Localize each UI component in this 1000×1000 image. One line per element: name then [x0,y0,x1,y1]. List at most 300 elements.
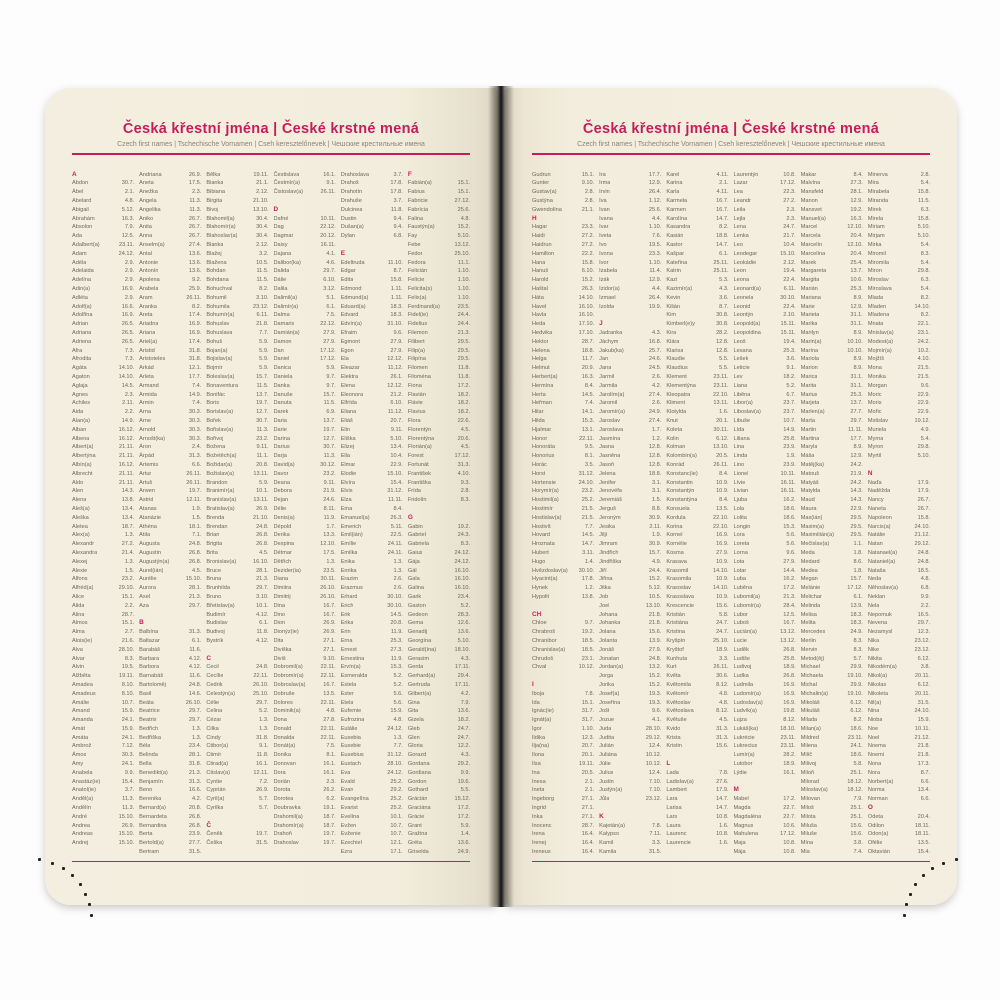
first-name: Mahulena [733,831,759,838]
first-name: Drahoslav [273,840,299,847]
name-entry [72,311,134,320]
first-name: Lola [733,505,745,512]
name-day-date: 23.11. [119,242,135,249]
first-name: Aleš(a) [72,505,90,512]
first-name: Brendan [206,523,228,530]
first-name: Medea [800,567,818,574]
first-name: Livian [733,488,749,495]
name-entry [868,593,930,602]
name-entry [274,716,336,725]
name-entry [599,742,661,751]
name-day-date: 18.7. [121,523,135,530]
name-entry [868,329,930,338]
first-name: Matylda [800,488,821,495]
name-entry [408,443,470,452]
name-entry [408,839,470,848]
name-entry [274,804,336,813]
first-name: Leontýn [733,312,754,319]
name-entry [734,259,796,268]
name-entry [532,470,594,479]
first-name: Naneta [867,505,886,512]
name-day-date: 31.12. [387,752,403,759]
first-name: Mirjam [867,233,885,240]
name-entry [274,373,336,382]
name-day-date: 5.4. [920,242,930,249]
name-entry [139,320,201,329]
name-entry [139,452,201,461]
first-name: Egmont [340,338,360,345]
name-day-date: 1.8. [853,567,863,574]
first-name: Květomila [666,681,691,688]
name-entry [868,179,930,188]
first-name: Jasněna [599,453,621,460]
name-day-date: 13.12. [780,637,796,644]
name-day-date: 2.6. [652,400,662,407]
name-day-date: 2.8. [584,189,595,196]
first-name: Glen [407,734,420,741]
first-name: Jan [599,356,609,363]
name-entry [532,760,594,769]
name-day-date: 13.8. [581,593,595,600]
name-entry [532,716,594,725]
name-entry [666,347,728,356]
first-name: Amálie [72,699,90,706]
name-entry [801,329,863,338]
name-day-date: 12.7. [256,409,269,416]
first-name: Laura [666,822,681,829]
name-entry [868,558,930,567]
name-day-date: 18.7. [323,822,336,829]
name-day-date: 14.5. [581,532,595,539]
name-entry [72,294,134,303]
name-entry [801,681,863,690]
name-entry [532,707,594,716]
name-day-date: 11.8. [458,374,470,381]
name-day-date: 5.4. [920,180,930,187]
first-name: Danka [273,382,290,389]
first-name: Anděl(a) [72,796,94,803]
name-entry [341,311,403,320]
name-entry [734,285,796,294]
name-day-date: 25.8. [783,655,796,662]
name-entry [734,496,796,505]
name-day-date: 25.1. [850,813,863,820]
first-name: Drahuše [340,198,362,205]
name-entry [72,699,134,708]
first-name: Naďa [867,479,882,486]
name-entry [599,443,661,452]
name-entry [341,786,403,795]
first-name: Liběna [733,391,751,398]
first-name: Jaroslava [599,426,624,433]
name-day-date: 25.3. [783,347,796,354]
first-name: Brunhilda [206,585,230,592]
letter-header: L [666,760,671,768]
name-entry [868,549,930,558]
name-entry [599,188,661,197]
name-entry [206,276,268,285]
first-name: Cindy [206,734,221,741]
name-day-date: 25.10. [712,637,729,644]
first-name: Háta [532,294,544,301]
name-day-date: 31.5. [648,849,662,856]
name-entry [868,795,930,804]
first-name: Naděžda [867,488,891,495]
first-name: Graciána [407,805,431,812]
name-day-date: 3.5. [584,461,595,468]
first-name: Dalida [273,268,290,275]
name-entry [666,505,728,514]
name-day-date: 11.3. [122,796,135,803]
first-name: Horác [532,461,547,468]
first-name: Hilda [532,418,545,424]
first-name: Jimram [599,541,618,548]
first-name: Larisa [666,805,682,812]
first-name: Bertold(a) [139,840,164,847]
name-entry [734,813,796,822]
name-entry [341,285,403,294]
name-entry [274,355,336,364]
name-entry [868,285,930,294]
first-name: Ignát(a) [532,717,552,724]
name-day-date: 17.10. [578,330,595,337]
name-day-date: 4.12. [188,664,202,671]
name-day-date: 24.8. [256,664,269,671]
first-name: Lionel [733,470,749,477]
name-entry [72,822,134,831]
name-entry [599,391,661,400]
name-day-date: 9.6. [786,549,796,556]
page-right [505,88,957,905]
first-name: Nepomuk [867,611,892,618]
first-name: Júlie [599,761,611,768]
name-entry [206,382,268,391]
name-entry [72,435,134,444]
name-entry [274,435,336,444]
first-name: Miron [867,268,882,275]
name-entry [734,347,796,356]
name-entry [274,558,336,567]
name-day-date: 31.12. [578,470,595,477]
first-name: Myrna [867,435,884,442]
name-day-date: 24.4. [457,312,470,319]
name-entry [139,707,201,716]
name-day-date: 2.2. [920,602,930,609]
name-entry [868,716,930,725]
stitch-dot [922,874,925,877]
name-entry [72,443,134,452]
name-day-date: 10.1. [256,602,269,609]
name-day-date: 8.9. [853,294,863,301]
name-day-date: 1.6. [719,822,729,829]
name-entry [206,549,268,558]
name-entry [801,628,863,637]
name-entry [274,505,336,514]
name-day-date: 10.11. [320,215,336,222]
first-name: Eusebia [340,734,361,741]
name-day-date: 4.12. [256,611,269,618]
name-entry [274,514,336,523]
name-entry [274,452,336,461]
name-day-date: 11.1. [458,259,470,266]
first-name: Emerich [340,523,362,530]
name-entry [666,795,728,804]
first-name: Karel [666,171,680,178]
first-name: Beatrice [139,708,160,715]
name-day-date: 13.5. [716,505,729,512]
name-day-date: 10.8. [716,813,729,820]
name-day-date: 7.4. [584,400,595,407]
first-name: Mariana [800,294,821,301]
name-entry [599,426,661,435]
name-day-date: 15.8. [390,277,403,284]
name-day-date: 29.5. [850,514,863,521]
first-name: Hagar [532,224,548,231]
first-name: Darius [273,444,290,451]
first-name: Jitka [599,585,611,592]
first-name: Elfrída [340,400,357,407]
first-name: Cecílie [206,673,224,680]
blank-row [274,848,336,857]
name-day-date: 16.6. [188,787,202,794]
first-name: Artemis [139,461,159,468]
name-day-date: 21.5. [581,505,595,512]
name-day-date: 15.10. [118,840,135,847]
name-day-date: 26.7. [917,505,930,512]
name-day-date: 17.9. [917,488,930,495]
name-day-date: 12.9. [648,180,662,187]
first-name: Deana [273,479,290,486]
first-name: Mona [867,365,882,372]
name-entry [868,734,930,743]
first-name: Korina [666,523,683,530]
name-day-date: 10.9. [716,558,729,565]
first-name: Cilka [206,725,219,732]
first-name: Alfons [72,576,88,583]
first-name: Mnata [867,321,884,328]
name-day-date: 14.7. [581,541,595,548]
first-name: Miloš [800,805,814,812]
name-day-date: 31.8. [188,347,202,354]
name-day-date: 27.6. [716,778,729,785]
name-day-date: 15.12. [454,796,470,803]
name-entry [206,575,268,584]
name-day-date: 12.10. [847,224,863,231]
name-entry [532,197,594,206]
first-name: Fortunát [407,461,429,468]
name-entry [274,241,336,250]
name-entry [408,707,470,716]
first-name: Miriam [867,224,885,231]
first-name: Herbert(a) [532,374,558,381]
name-entry [274,830,336,839]
name-entry [408,619,470,628]
first-name: Hanuš [532,268,549,275]
first-name: Lina [733,444,745,451]
first-name: Manon [800,198,818,205]
name-day-date: 15.9. [917,717,930,724]
name-entry [801,584,863,593]
name-day-date: 15.10. [118,831,135,838]
name-day-date: 4.5. [460,426,470,433]
first-name: Něhoslav(a) [867,585,899,592]
name-entry [801,769,863,778]
name-entry [408,364,470,373]
first-name: Armida [139,391,157,398]
name-day-date: 16.9. [716,541,729,548]
name-day-date: 16.9. [716,532,729,539]
name-day-date: 10.7. [390,831,403,838]
first-name: Drahotín [340,189,363,196]
name-day-date: 13.7. [850,268,863,275]
name-entry [341,830,403,839]
name-day-date: 30.7. [121,180,135,187]
name-day-date: 6.12. [850,708,863,715]
first-name: Kornel [666,532,683,539]
first-name: Dobromír(a) [273,673,304,680]
name-entry [139,505,201,514]
first-name: Heřman [532,400,552,407]
first-name: Malvína [800,180,821,187]
name-day-date: 3.2. [259,250,269,257]
first-name: Bořek [206,418,221,424]
name-day-date: 10.9. [716,593,729,600]
name-entry [599,303,661,312]
first-name: Krescencie [666,602,695,609]
name-day-date: 7.4. [192,382,202,389]
first-name: Klaudius [666,365,688,372]
name-entry [734,725,796,734]
stitch-dot [903,914,906,917]
first-name: Alvar [72,655,85,662]
name-entry [734,232,796,241]
name-entry [868,303,930,312]
first-name: Ariel(a) [139,338,158,345]
name-day-date: 17.12. [847,585,863,592]
name-entry [408,822,470,831]
name-entry [801,734,863,743]
name-day-date: 4.2. [652,382,662,389]
name-day-date: 23.1. [581,655,595,662]
name-entry [139,514,201,523]
name-day-date: 14.9. [188,391,202,398]
name-entry [734,514,796,523]
first-name: Mervin [800,646,818,653]
name-entry [599,347,661,356]
first-name: Ludka [733,673,749,680]
name-entry [868,830,930,839]
name-entry [868,523,930,532]
name-entry [532,813,594,822]
name-day-date: 10.9. [716,479,729,486]
name-entry [599,602,661,611]
name-entry [599,285,661,294]
name-entry [206,179,268,188]
first-name: Krasoslav [666,585,691,592]
name-day-date: 21.11. [119,453,135,460]
name-day-date: 26.5. [121,330,135,337]
first-name: Irena [532,831,545,838]
first-name: Matyáš [800,479,819,486]
name-day-date: 20.11. [914,690,930,697]
first-name: Dalimír(a) [273,303,299,310]
name-entry [408,716,470,725]
name-day-date: 6.12. [716,435,729,442]
name-entry [274,734,336,743]
name-day-date: 2.12. [256,242,269,249]
name-entry [341,707,403,716]
name-entry [734,241,796,250]
first-name: Noemi [867,752,885,759]
name-day-date: 21.4. [121,549,135,556]
name-entry [801,839,863,848]
letter-header: I [532,680,534,688]
name-entry [734,584,796,593]
first-name: Leonard(a) [733,286,761,293]
first-name: Bohumila [206,303,230,310]
first-name: Marcelína [800,250,826,257]
name-day-date: 14.10. [118,365,135,372]
first-name: Lolita [733,514,747,521]
name-day-date: 23.2. [121,576,135,583]
name-day-date: 24.10. [914,708,930,715]
name-entry [532,699,594,708]
first-name: Kvido [666,725,681,732]
name-day-date: 9.6. [920,382,930,389]
name-day-date: 16.9. [188,321,202,328]
name-entry [341,637,403,646]
name-day-date: 25.2. [390,805,403,812]
name-day-date: 7.2. [259,778,269,785]
first-name: Luboš [733,620,749,627]
name-day-date: 4.1. [652,717,662,724]
name-day-date: 20.5. [581,769,595,776]
name-entry [341,479,403,488]
name-day-date: 16.9. [783,699,796,706]
name-entry [532,355,594,364]
name-day-date: 23.5. [323,567,336,574]
first-name: Dobromil(a) [273,664,303,671]
name-day-date: 14.5. [581,391,595,398]
name-entry [532,523,594,532]
name-entry [734,742,796,751]
name-entry [408,329,470,338]
first-name: Atanázie [139,514,161,521]
name-day-date: 24.3. [457,532,470,539]
first-name: Aram [139,294,153,301]
name-entry [734,487,796,496]
first-name: Marieta [800,312,820,319]
first-name: Jonáš [599,646,615,653]
first-name: Izmael [599,294,616,301]
name-entry [341,197,403,206]
first-name: Aza [139,602,149,609]
name-entry [734,593,796,602]
name-day-date: 17.5. [188,180,202,187]
name-day-date: 22.9. [917,391,930,398]
first-name: Karina [666,180,683,187]
name-day-date: 7.11. [649,831,662,838]
name-day-date: 11.8. [390,206,403,213]
name-day-date: 6.3. [920,206,930,213]
name-day-date: 5.7. [259,796,269,803]
name-day-date: 8.9. [853,365,863,372]
name-day-date: 11.9. [390,629,403,636]
first-name: Alban [72,426,87,433]
first-name: Odeta [867,813,884,820]
name-entry [139,197,201,206]
first-name: Ivo [599,242,607,249]
